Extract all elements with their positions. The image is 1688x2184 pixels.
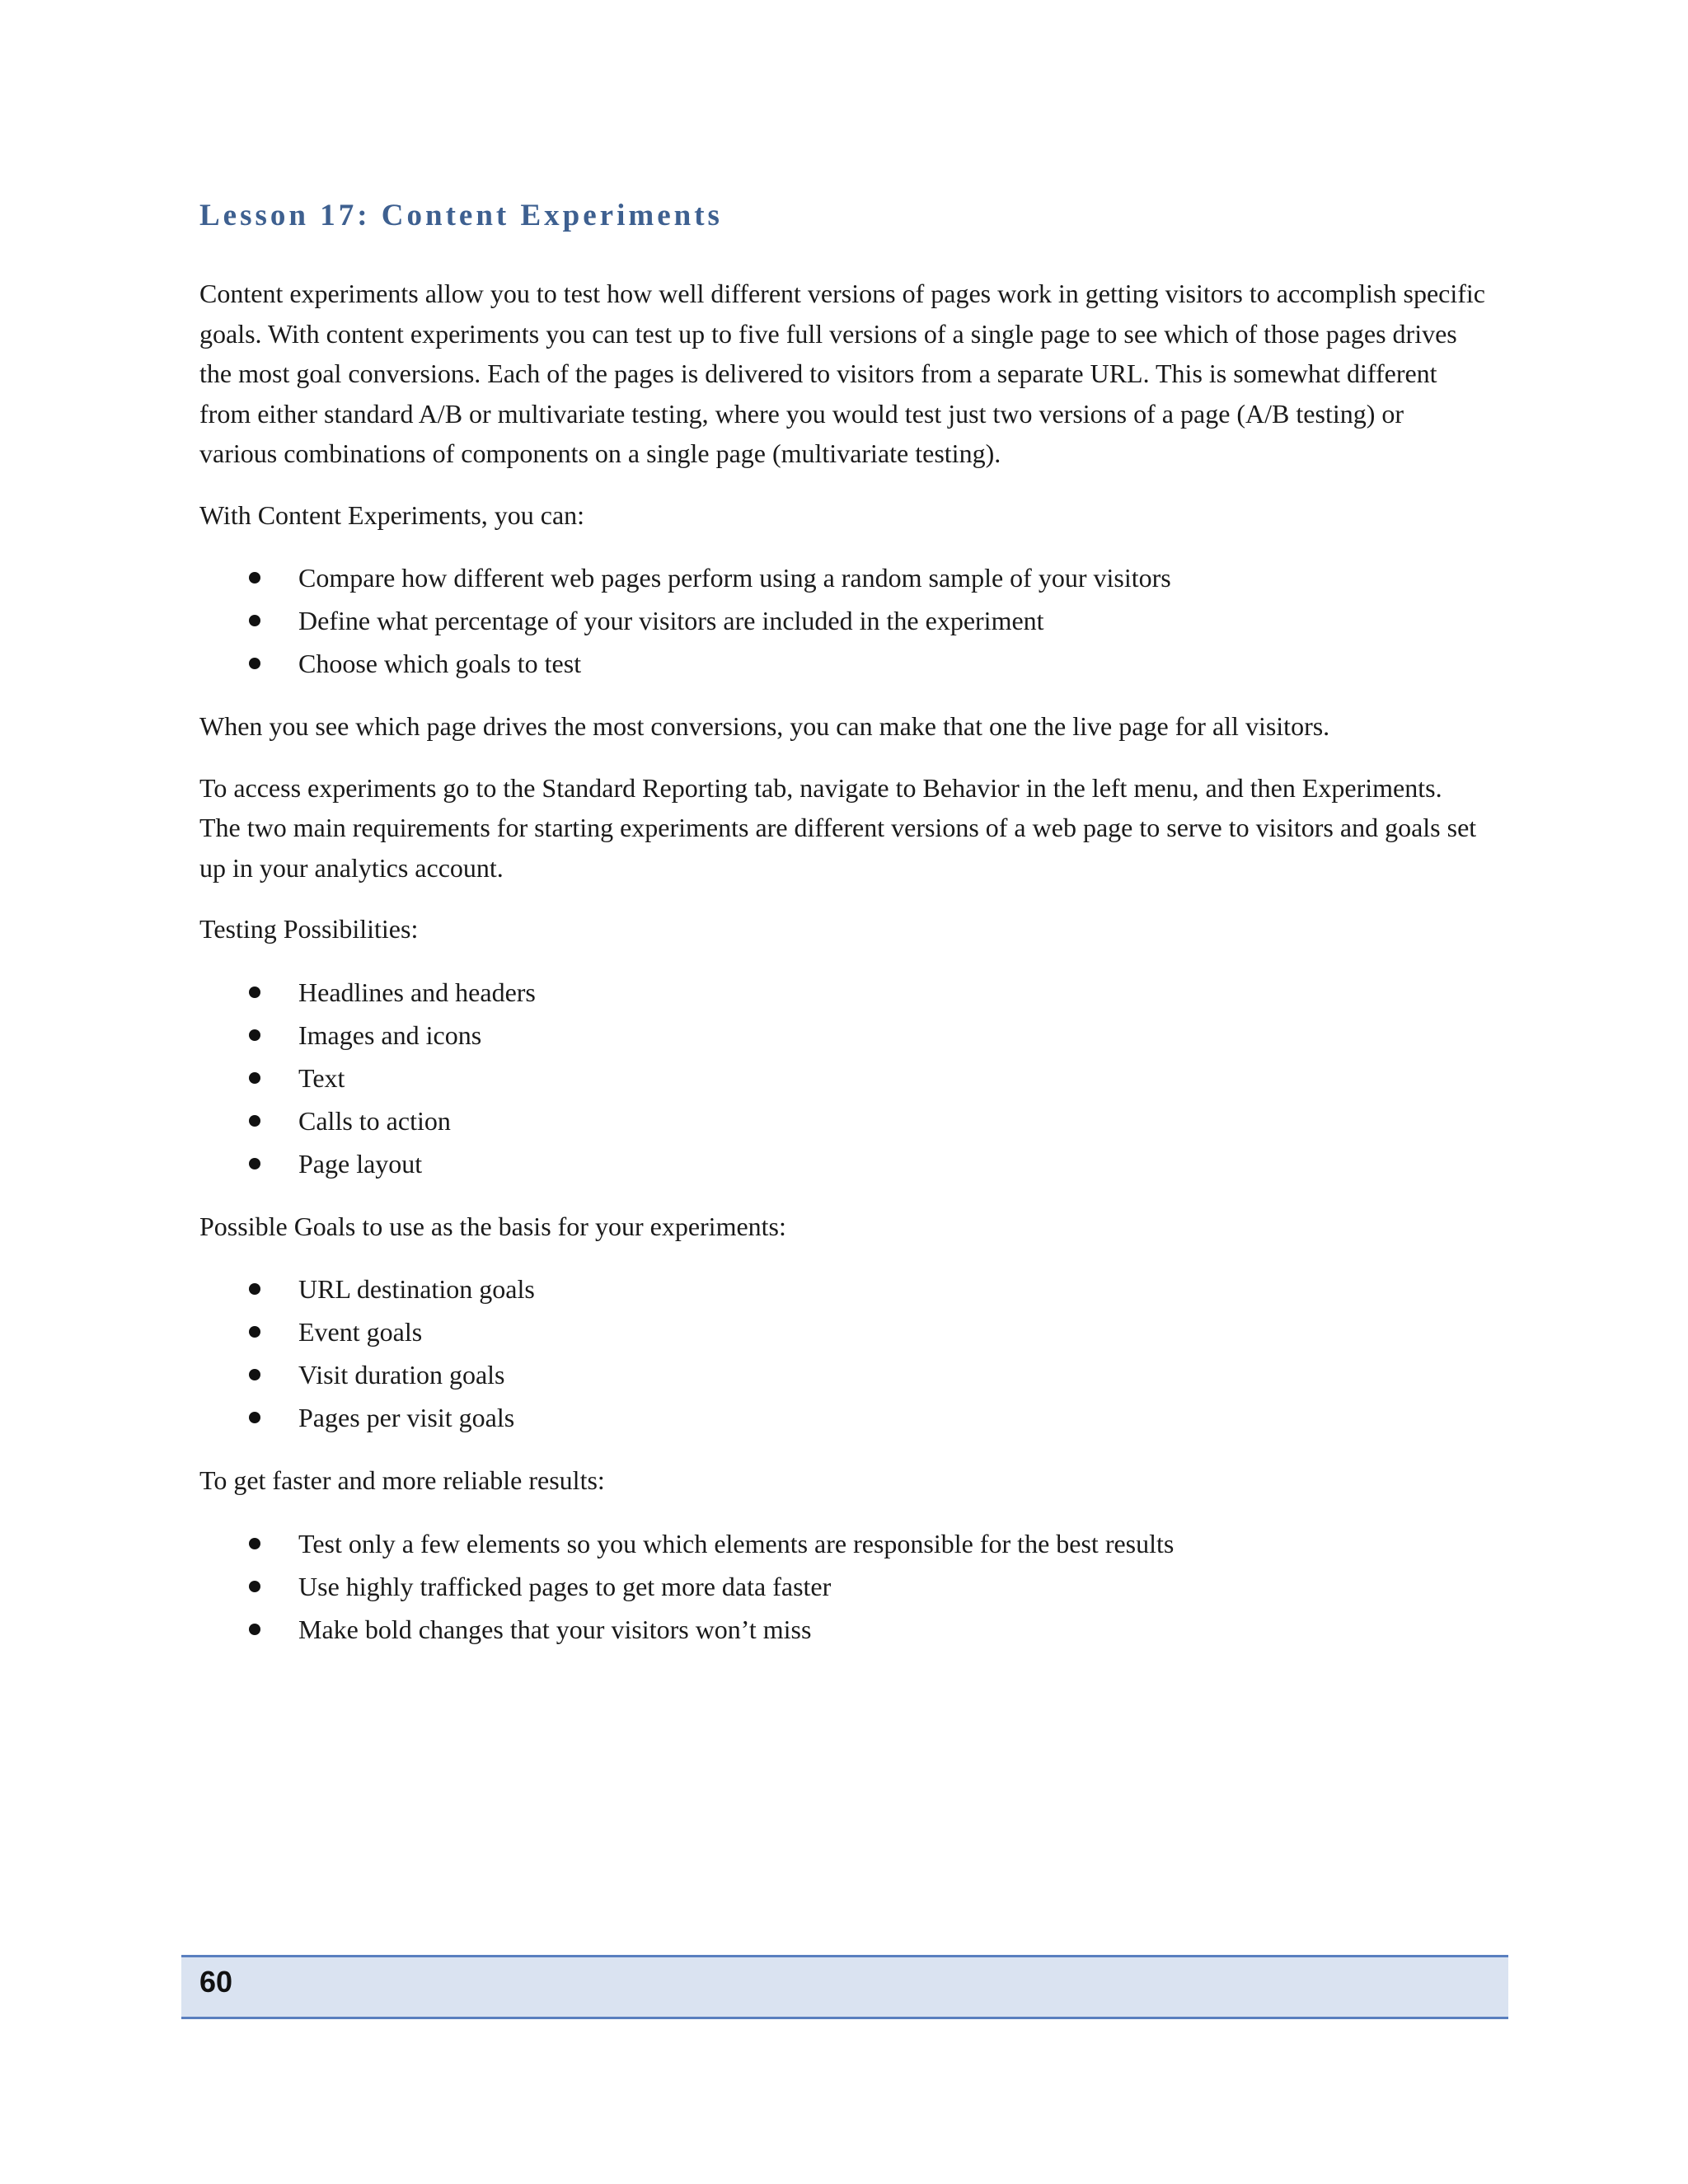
bullet-icon	[249, 1158, 260, 1169]
list-item	[199, 1565, 1485, 1608]
intro-paragraph: Content experiments allow you to test how well different versions of pages work in getting visitors to accomplish specific goals. With content experiments you can test up to five full versions of a single page to see which of those pages drives the most goal conversions. Each of the pages is delivered to visitors from a separate URL. This is somewhat different from either standard A/B or multivariate testing, where you would test just two versions of a page (A/B testing) or various combinations of components on a single page (multivariate testing).	[199, 279, 1485, 468]
list-item	[199, 1608, 1485, 1651]
bullet-icon	[249, 1029, 260, 1041]
list-item-text: Use highly trafficked pages to get more data faster	[298, 1571, 832, 1601]
bullet-icon	[249, 1369, 260, 1380]
list-item	[199, 1057, 1485, 1099]
bullet-icon	[249, 1072, 260, 1084]
list-item	[199, 556, 1485, 599]
bullet-icon	[249, 1283, 260, 1295]
bullet-icon	[249, 1412, 260, 1423]
list-item-text: Define what percentage of your visitors are included in the experiment	[298, 606, 1044, 635]
with-content-experiments-list	[199, 556, 1485, 685]
possible-goals-list	[199, 1268, 1485, 1439]
list-item-text: Compare how different web pages perform using a random sample of your visitors	[298, 563, 1171, 593]
bullet-icon	[249, 615, 260, 626]
conversions-paragraph: When you see which page drives the most conversions, you can make that one the live page for all visitors.	[199, 711, 1330, 741]
list-item	[199, 1522, 1485, 1565]
list-item-text: Make bold changes that your visitors won’t miss	[298, 1614, 812, 1644]
list-item	[199, 1142, 1485, 1185]
list-item	[199, 1268, 1485, 1310]
bullet-icon	[249, 987, 260, 998]
possible-goals-label: Possible Goals to use as the basis for your experiments:	[199, 1211, 786, 1241]
page-number: 60	[199, 1965, 233, 1999]
list-item	[199, 1353, 1485, 1396]
list-item-text: Choose which goals to test	[298, 649, 582, 678]
bullet-icon	[249, 1115, 260, 1127]
list-item	[199, 971, 1485, 1014]
list-item	[199, 1396, 1485, 1439]
list-item	[199, 1310, 1485, 1353]
list-item-text: Pages per visit goals	[298, 1403, 515, 1432]
faster-results-label: To get faster and more reliable results:	[199, 1465, 605, 1495]
lesson-title: Lesson 17: Content Experiments	[199, 199, 723, 232]
list-item-text: Page layout	[298, 1148, 423, 1179]
list-item	[199, 599, 1485, 642]
faster-results-list	[199, 1522, 1485, 1651]
list-item-text: Event goals	[298, 1317, 423, 1347]
bullet-icon	[249, 1624, 260, 1635]
list-item-text: Text	[298, 1062, 345, 1093]
bullet-icon	[249, 1538, 260, 1549]
bullet-icon	[249, 658, 260, 669]
list-item-text: Headlines and headers	[298, 977, 536, 1007]
access-paragraph: To access experiments go to the Standard Reporting tab, navigate to Behavior in the left menu, and then Experiments. The two main requirements for starting experiments are different versions of a web page to serve to visitors and goals set up in your analytics account.	[199, 772, 1477, 883]
list-item-text: Test only a few elements so you which elements are responsible for the best results	[298, 1528, 1175, 1558]
list-item-text: URL destination goals	[298, 1274, 535, 1304]
list-item-text: Calls to action	[298, 1105, 451, 1136]
bullet-icon	[249, 1581, 260, 1592]
with-content-experiments-label: With Content Experiments, you can:	[199, 499, 585, 530]
bullet-icon	[249, 1326, 260, 1338]
testing-possibilities-list	[199, 971, 1485, 1185]
list-item-text: Visit duration goals	[298, 1360, 505, 1390]
footer-bar	[181, 1955, 1508, 2019]
list-item	[199, 642, 1485, 685]
list-item	[199, 1099, 1485, 1142]
page-content	[199, 194, 1485, 1672]
list-item-text: Images and icons	[298, 1019, 482, 1050]
bullet-icon	[249, 572, 260, 583]
testing-possibilities-label: Testing Possibilities:	[199, 914, 419, 944]
list-item	[199, 1014, 1485, 1057]
